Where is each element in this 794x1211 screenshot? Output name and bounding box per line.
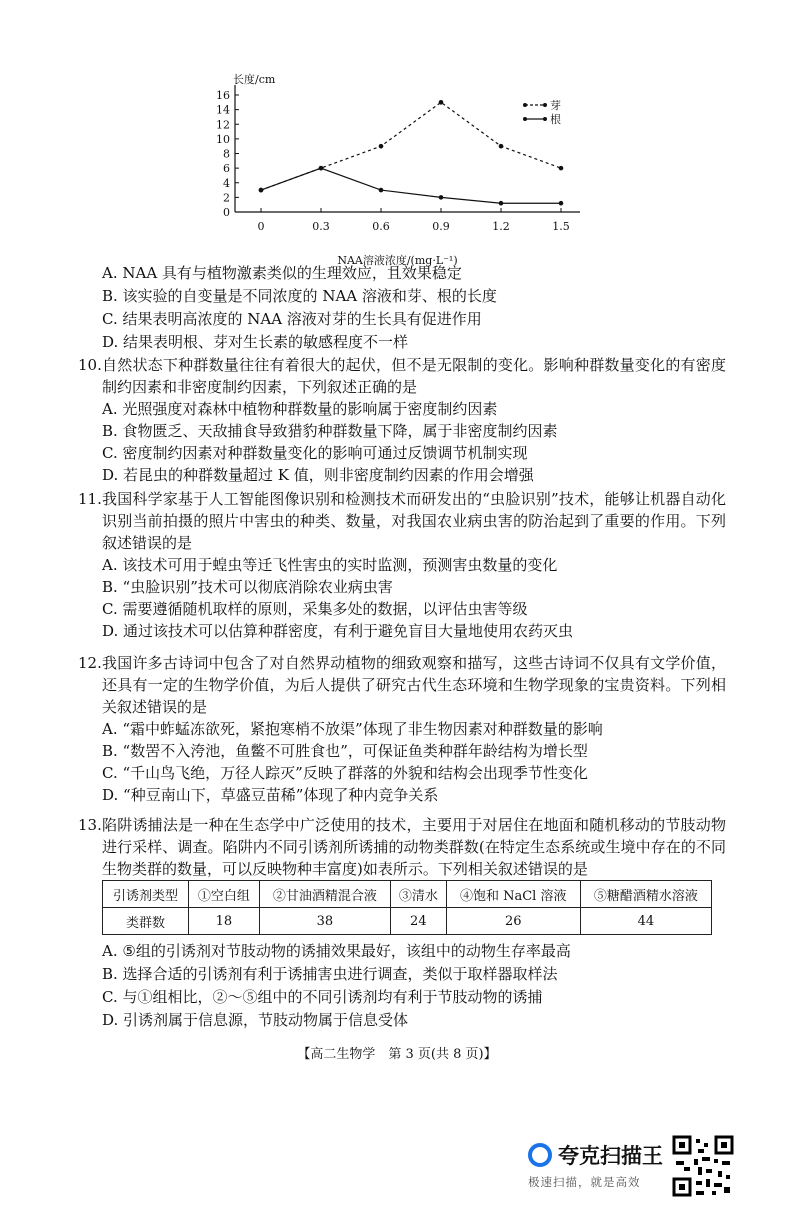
- data-point: [259, 188, 264, 193]
- data-point: [559, 201, 564, 206]
- y-tick-label: 0: [223, 206, 230, 219]
- y-tick-label: 2: [223, 191, 230, 205]
- x-tick-label: 0.9: [432, 220, 450, 233]
- y-tick-label: 4: [223, 176, 230, 190]
- q10-option-d: D. 若昆虫的种群数量超过 K 值，则非密度制约因素的作用会增强: [102, 466, 534, 484]
- table-cell: 44: [580, 908, 711, 935]
- q12-option-b: B. “数罟不入洿池，鱼鳖不可胜食也”，可保证鱼类种群年龄结构为增长型: [102, 742, 588, 760]
- x-tick-label: 1.2: [492, 220, 510, 233]
- brand-tagline: 极速扫描，就是高效: [528, 1175, 641, 1189]
- brand-name: 夸克扫描王: [558, 1144, 663, 1168]
- q12-option-a: A. “霜中蚱蜢冻欲死，紧抱寒梢不放渠”体现了非生物因素对种群数量的影响: [102, 720, 603, 738]
- x-tick-label: 0: [257, 220, 265, 233]
- series-line-0: [261, 102, 561, 190]
- q11-option-c: C. 需要遵循随机取样的原则，采集多处的数据，以评估虫害等级: [102, 600, 528, 618]
- q10-option-b: B. 食物匮乏、天敌捕食导致猎豹种群数量下降，属于非密度制约因素: [102, 422, 558, 440]
- table-cell: 26: [446, 908, 580, 935]
- data-point: [439, 195, 444, 200]
- table-header-cell: ⑤糖醋酒精水溶液: [580, 881, 711, 908]
- y-axis-label: 长度/cm: [233, 73, 276, 86]
- table-cell: 24: [390, 908, 446, 935]
- question-number: 10.: [78, 356, 102, 374]
- qr-code-icon: [672, 1135, 734, 1197]
- table-header-cell: 引诱剂类型: [103, 881, 189, 908]
- question-10: [78, 354, 726, 486]
- q12-option-d: D. “种豆南山下，草盛豆苗稀”体现了种内竞争关系: [102, 786, 439, 804]
- q9-option-d: D. 结果表明根、芽对生长素的敏感程度不一样: [102, 333, 409, 351]
- question-number: 11.: [78, 490, 102, 508]
- legend-label: 根: [550, 113, 561, 126]
- q13-option-c: C. 与①组相比，②～⑤组中的不同引诱剂均有利于节肢动物的诱捕: [102, 988, 543, 1006]
- question-11: [78, 488, 726, 642]
- q9-option-c: C. 结果表明高浓度的 NAA 溶液对芽的生长具有促进作用: [102, 310, 482, 328]
- data-point: [439, 100, 444, 105]
- y-tick-label: 14: [216, 103, 230, 117]
- naa-line-chart: [150, 70, 600, 270]
- legend-marker: [523, 117, 527, 121]
- legend-marker: [523, 103, 527, 107]
- q9-option-b: B. 该实验的自变量是不同浓度的 NAA 溶液和芽、根的长度: [102, 287, 497, 305]
- q11-option-d: D. 通过该技术可以估算种群密度，有利于避免盲目大量地使用农药灭虫: [102, 622, 574, 640]
- table-row: [103, 908, 712, 935]
- x-tick-label: 0.6: [372, 220, 390, 233]
- question-13: [78, 814, 726, 880]
- legend-label: 芽: [550, 99, 561, 112]
- q11-option-b: B. “虫脸识别”技术可以彻底消除农业病虫害: [102, 578, 393, 596]
- table-header-cell: ①空白组: [188, 881, 259, 908]
- series-line-1: [261, 168, 561, 203]
- page-footer: 【高二生物学 第 3 页(共 8 页)】: [297, 1047, 497, 1062]
- lure-table: [102, 880, 712, 935]
- question-number: 12.: [78, 654, 102, 672]
- y-tick-label: 6: [223, 162, 230, 176]
- table-header-cell: ④饱和 NaCl 溶液: [446, 881, 580, 908]
- y-tick-label: 8: [223, 147, 230, 161]
- table-cell: 类群数: [103, 908, 189, 935]
- scanner-brand: [528, 1140, 668, 1190]
- data-point: [379, 144, 384, 149]
- data-point: [499, 144, 504, 149]
- table-cell: 38: [259, 908, 390, 935]
- question-number: 13.: [78, 816, 102, 834]
- q10-option-a: A. 光照强度对森林中植物种群数量的影响属于密度制约因素: [102, 400, 498, 418]
- y-tick-label: 10: [216, 132, 230, 146]
- table-header-cell: ③清水: [390, 881, 446, 908]
- question-12: [78, 652, 726, 806]
- q9-option-a: A. NAA 具有与植物激素类似的生理效应，且效果稳定: [102, 264, 462, 282]
- question-stem: 自然状态下种群数量往往有着很大的起伏，但不是无限制的变化。影响种群数量变化的有密度制约因素和非密度制约因素，下列叙述正确的是: [102, 356, 726, 396]
- data-point: [559, 166, 564, 171]
- quark-logo-icon: [528, 1143, 552, 1167]
- q13-option-a: A. ⑤组的引诱剂对节肢动物的诱捕效果最好，该组中的动物生存率最高: [102, 942, 571, 960]
- q10-option-c: C. 密度制约因素对种群数量变化的影响可通过反馈调节机制实现: [102, 444, 528, 462]
- question-stem: 陷阱诱捕法是一种在生态学中广泛使用的技术，主要用于对居住在地面和随机移动的节肢动物进行采样、调查。陷阱内不同引诱剂所诱捕的动物类群数(在特定生态系统或生境中存在的不同生物类群的数量，可以反映物种丰富度)如表所示。下列相关叙述错误的是: [102, 816, 726, 878]
- table-header-row: [103, 881, 712, 908]
- table-header-cell: ②甘油酒精混合液: [259, 881, 390, 908]
- table-cell: 18: [188, 908, 259, 935]
- q12-option-c: C. “千山鸟飞绝，万径人踪灭”反映了群落的外貌和结构会出现季节性变化: [102, 764, 588, 782]
- x-tick-label: 0.3: [312, 220, 330, 233]
- q13-option-d: D. 引诱剂属于信息源，节肢动物属于信息受体: [102, 1011, 409, 1029]
- x-tick-label: 1.5: [552, 220, 570, 233]
- chart-svg: [150, 70, 600, 270]
- y-tick-label: 12: [216, 118, 230, 132]
- question-stem: 我国许多古诗词中包含了对自然界动植物的细致观察和描写，这些古诗词不仅具有文学价值，还具有一定的生物学价值，为后人提供了研究古代生态环境和生物学现象的宝贵资料。下列相关叙述错误的是: [102, 654, 726, 716]
- y-tick-label: 16: [216, 89, 230, 102]
- data-point: [499, 201, 504, 206]
- data-point: [319, 166, 324, 171]
- data-point: [379, 188, 384, 193]
- question-stem: 我国科学家基于人工智能图像识别和检测技术而研发出的“虫脸识别”技术，能够让机器自动化识别当前拍摄的照片中害虫的种类、数量，对我国农业病虫害的防治起到了重要的作用。下列叙述错误的是: [102, 490, 726, 552]
- legend-marker: [543, 103, 547, 107]
- q11-option-a: A. 该技术可用于蝗虫等迁飞性害虫的实时监测，预测害虫数量的变化: [102, 556, 558, 574]
- legend-marker: [543, 117, 547, 121]
- q13-option-b: B. 选择合适的引诱剂有利于诱捕害虫进行调查，类似于取样器取样法: [102, 965, 558, 983]
- x-axis-label: NAA溶液浓度/(mg·L⁻¹): [337, 254, 458, 267]
